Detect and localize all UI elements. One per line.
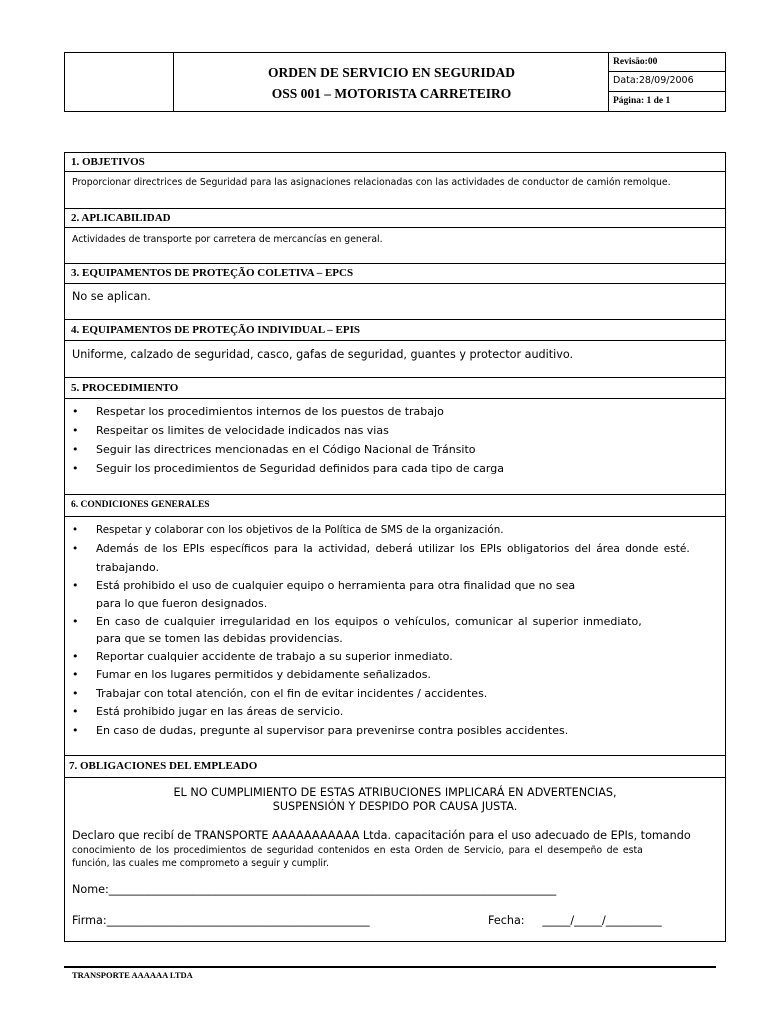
document-title: ORDEN DE SERVICIO EN SEGURIDAD (267, 65, 516, 80)
list-item: • Trabajar con total atención, con el fin de evitar incidentes / accidentes. (72, 686, 488, 700)
footer-company: TRANSPORTE AAAAAA LTDA (72, 970, 193, 980)
section-procedure-list (65, 405, 725, 481)
section-applicability-title: 2. APLICABILIDAD (65, 208, 725, 228)
document-meta (608, 53, 725, 111)
section-objectives-text: Proporcionar directrices de Seguridad para las asignaciones relacionadas con las actividades de conductor de camión remolque. (72, 177, 671, 188)
section-epis-text: Uniforme, calzado de seguridad, casco, gafas de seguridad, guantes y protector auditivo. (72, 348, 574, 361)
list-item: • Respetar y colaborar con los objetivos de la Política de SMS de la organización. (72, 524, 504, 536)
footer-divider (64, 966, 716, 968)
section-objectives-title: 1. OBJETIVOS (65, 153, 725, 172)
list-item: • Seguir las directrices mencionadas en el Código Nacional de Tránsito (72, 443, 476, 456)
logo-cell (65, 53, 174, 111)
date-label: Data:28/09/2006 (609, 72, 725, 91)
document-header (64, 52, 726, 112)
declaration-line-1: Declaro que recibí de TRANSPORTE AAAAAAAAAAA Ltda. capacitación para el uso adecuado de EPIs, tomando (72, 829, 691, 842)
section-general-conditions-title: 6. CONDICIONES GENERALES (65, 494, 725, 517)
list-item: • Respetar los procedimientos internos de los puestos de trabajo (72, 405, 444, 418)
signature-field[interactable]: Firma:_______________________________________________ (72, 914, 370, 927)
list-item: • Fumar en los lugares permitidos y debidamente señalizados. (72, 668, 431, 681)
name-field[interactable]: Nome:________________________________________________________________________________ (72, 883, 557, 896)
list-item: • Reportar cualquier accidente de trabajo a su superior inmediato. (72, 649, 453, 663)
warning-line-2: SUSPENSIÓN Y DESPIDO POR CAUSA JUSTA. (272, 800, 518, 813)
section-procedure-title: 5. PROCEDIMIENTO (65, 377, 725, 399)
document-subtitle: OSS 001 – MOTORISTA CARRETEIRO (271, 86, 512, 101)
list-item: • Además de los EPIs específicos para la actividad, deberá utilizar los EPIs obligatorios del área donde esté. (72, 542, 690, 555)
section-epis-title: 4. EQUIPAMENTOS DE PROTEÇÃO INDIVIDUAL – EPIS (65, 319, 725, 341)
list-item: • Está prohibido el uso de cualquier equipo o herramienta para otra finalidad que no sea (72, 578, 576, 592)
date-field[interactable]: Fecha: _____/_____/__________ (488, 914, 662, 927)
section-epcs-title: 3. EQUIPAMENTOS DE PROTEÇÃO COLETIVA – EPCS (65, 263, 725, 284)
list-item-continuation: trabajando. (96, 560, 160, 574)
list-item: • Está prohibido jugar en las áreas de servicio. (72, 705, 344, 718)
list-item: • Seguir los procedimientos de Seguridad definidos para cada tipo de carga (72, 462, 504, 475)
service-order-form (64, 152, 726, 942)
list-item: • Respeitar os limites de velocidade indicados nas vias (72, 424, 389, 437)
section-applicability-text: Actividades de transporte por carretera de mercancías en general. (72, 234, 383, 245)
list-item-continuation: para que se tomen las debidas providencias. (96, 631, 343, 645)
section-obligations-title: 7. OBLIGACIONES DEL EMPLEADO (65, 755, 725, 778)
title-cell (173, 53, 610, 111)
list-item-continuation: para lo que fueron designados. (96, 596, 268, 610)
section-general-conditions-list (65, 524, 725, 742)
warning-line-1: EL NO CUMPLIMIENTO DE ESTAS ATRIBUCIONES IMPLICARÁ EN ADVERTENCIAS, (173, 786, 617, 799)
page-label: Página: 1 de 1 (613, 95, 671, 106)
declaration-line-2: conocimiento de los procedimientos de seguridad contenidos en esta Orden de Servicio, para el desempeño de esta (72, 845, 643, 856)
declaration-line-3: función, las cuales me comprometo a seguir y cumplir. (72, 858, 330, 869)
section-epcs-text: No se aplican. (72, 290, 151, 303)
revision-label: Revisão:00 (609, 53, 725, 72)
list-item: • En caso de cualquier irregularidad en los equipos o vehículos, comunicar al superior inmediato, (72, 614, 642, 628)
list-item: • En caso de dudas, pregunte al supervisor para prevenirse contra posibles accidentes. (72, 723, 569, 737)
